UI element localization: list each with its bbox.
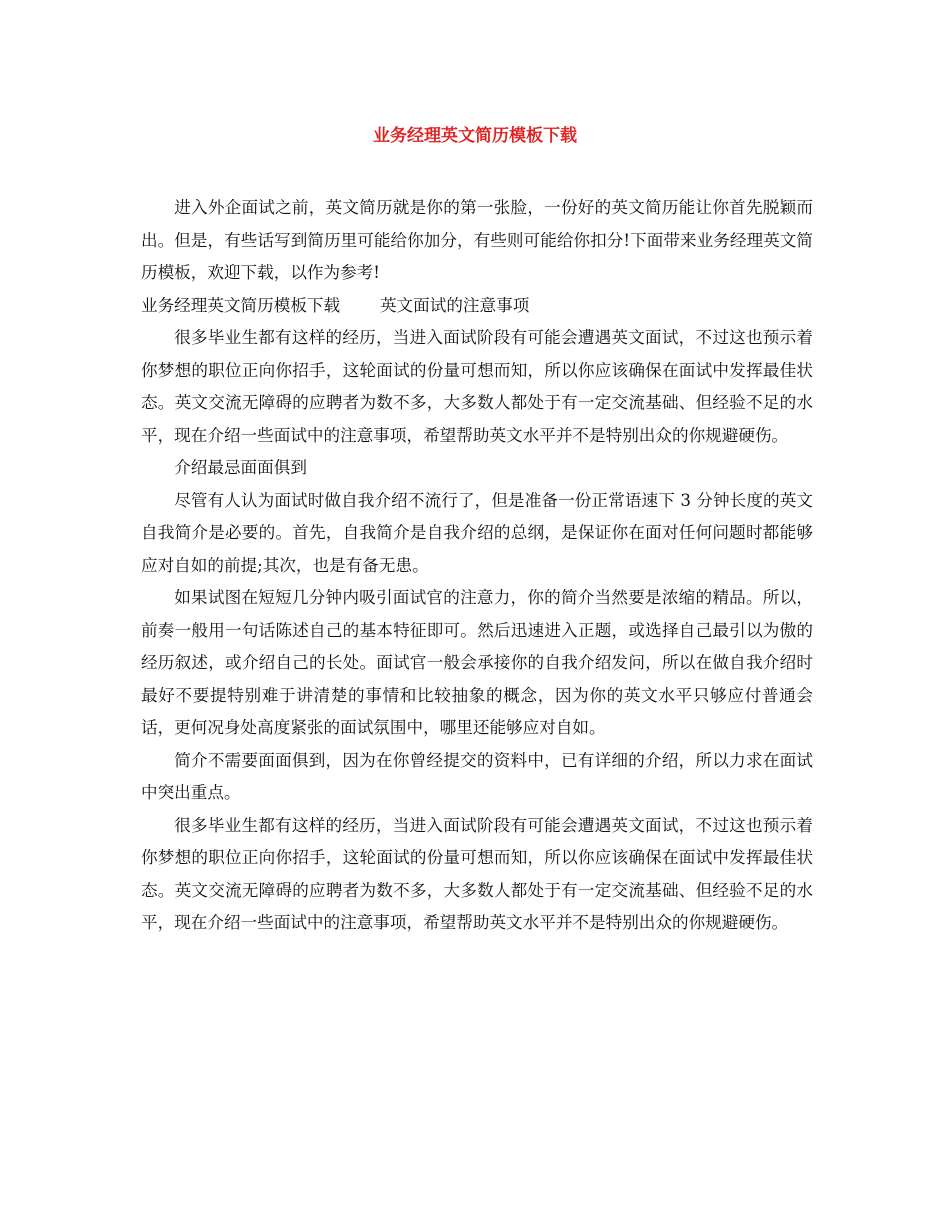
body-paragraph: 如果试图在短短几分钟内吸引面试官的注意力，你的简介当然要是浓缩的精品。所以，前奏一般用一句话陈述自己的基本特征即可。然后迅速进入正题，或选择自己最引以为傲的经历叙述，或介绍自己的长处。面试官一般会承接你的自我介绍发问，所以在做自我介绍时最好不要提特别难于讲清楚的事情和比较抽象的概念，因为你的英文水平只够应付普通会话，更何况身处高度紧张的面试氛围中，哪里还能够应对自如。 xyxy=(141,588,813,737)
subheading-left: 业务经理英文简历模板下载 xyxy=(141,295,341,315)
body-paragraph: 简介不需要面面俱到，因为在你曾经提交的资料中，已有详细的介绍，所以力求在面试中突出重点。 xyxy=(141,750,813,802)
body-paragraph: 很多毕业生都有这样的经历，当进入面试阶段有可能会遭遇英文面试，不过这也预示着你梦想的职位正向你招手，这轮面试的份量可想而知，所以你应该确保在面试中发挥最佳状态。英文交流无障碍的应聘者为数不多，大多数人都处于有一定交流基础、但经验不足的水平，现在介绍一些面试中的注意事项，希望帮助英文水平并不是特别出众的你规避硬伤。 xyxy=(141,328,813,445)
body-paragraph: 很多毕业生都有这样的经历，当进入面试阶段有可能会遭遇英文面试，不过这也预示着你梦想的职位正向你招手，这轮面试的份量可想而知，所以你应该确保在面试中发挥最佳状态。英文交流无障碍的应聘者为数不多，大多数人都处于有一定交流基础、但经验不足的水平，现在介绍一些面试中的注意事项，希望帮助英文水平并不是特别出众的你规避硬伤。 xyxy=(141,815,813,932)
section-heading: 介绍最忌面面俱到 xyxy=(174,458,307,477)
body-paragraph: 尽管有人认为面试时做自我介绍不流行了，但是准备一份正常语速下 3 分钟长度的英文自我简介是必要的。首先，自我简介是自我介绍的总纲，是保证你在面对任何问题时都能够应对自如的前提;其次，也是有备无患。 xyxy=(141,490,813,575)
document-title: 业务经理英文简历模板下载 xyxy=(373,126,577,146)
subheading-right: 英文面试的注意事项 xyxy=(379,295,530,315)
subheading-line xyxy=(141,290,813,323)
document-body xyxy=(141,192,813,940)
intro-paragraph: 进入外企面试之前，英文简历就是你的第一张脸，一份好的英文简历能让你首先脱颖而出。但是，有些话写到简历里可能给你加分，有些则可能给你扣分!下面带来业务经理英文简历模板，欢迎下载，以作为参考! xyxy=(141,198,813,282)
